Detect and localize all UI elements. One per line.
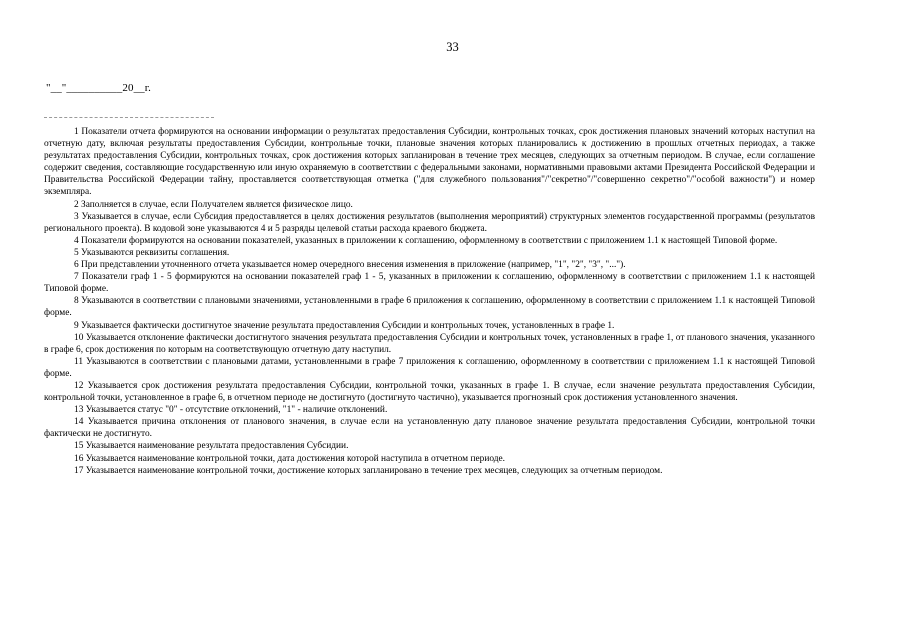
footnote-13: 13 Указывается статус "0" - отсутствие отклонений, "1" - наличие отклонений. <box>74 405 388 416</box>
footnote-7: 7 Показатели граф 1 - 5 формируются на основании показателей граф 1 - 5, указанных в приложении к соглашению, оформленному в соответствии с приложением 1.1 к настоящей Типовой форме. <box>44 272 815 295</box>
footnote-16: 16 Указывается наименование контрольной точки, дата достижения которой наступила в отчетном периоде. <box>74 453 506 464</box>
footnote-separator <box>44 117 214 118</box>
footnote-1: 1 Показатели отчета формируются на основании информации о результатах предоставления Субсидии, контрольных точках, срок достижения плановых значений которых наступил на отчетную дату, включая результаты предоставления Субсидии, контрольные точки, плановые значения которых планировались к достижению в прошлых отчетных периодах, а также результатах предоставления Субсидии, контрольных точках, срок достижения которых запланирован в течение трех месяцев, следующих за отчетным периодом. В случае, если соглашение содержит сведения, составляющие государственную или иную охраняемую в соответствии с федеральными законами, нормативными правовыми актами Президента Российской Федерации и Правительства Российской Федерации тайну, проставляется соответствующая отметка ("для служебного пользования"/"секретно"/"совершенно секретно"/"особой важности") и номер экземпляра. <box>44 127 815 198</box>
footnote-17: 17 Указывается наименование контрольной точки, достижение которых запланировано в течение трех месяцев, следующих за отчетным периодом. <box>74 465 663 476</box>
footnote-12: 12 Указывается срок достижения результата предоставления Субсидии, контрольной точки, указанных в графе 1. В случае, если значение результата предоставления Субсидии, контрольной точки, установленное в графе 6, в отчетном периоде не достигнуто (достигнуто частично), указывается прогнозный срок достижения установленного значения. <box>44 380 815 404</box>
footnote-9: 9 Указывается фактически достигнутое значение результата предоставления Субсидии и контрольных точек, установленных в графе 1. <box>74 320 615 331</box>
footnote-6: 6 При представлении уточненного отчета указывается номер очередного внесения изменения в приложение (например, "1", "2", "3", "..."). <box>74 260 626 271</box>
date-line: "__"__________20__г. <box>46 82 152 94</box>
footnote-4: 4 Показатели формируются на основании показателей, указанных в приложении к соглашению, оформленному в соответствии с приложением 1.1 к настоящей Типовой форме. <box>74 235 778 246</box>
footnotes-list <box>44 126 815 477</box>
footnote-3: 3 Указывается в случае, если Субсидия предоставляется в целях достижения результатов (выполнения мероприятий) структурных элементов государственной программы (результатов регионального проекта). В кодовой зоне указываются 4 и 5 разряды целевой статьи расхода краевого бюджета. <box>44 211 815 234</box>
footnote-10: 10 Указывается отклонение фактически достигнутого значения результата предоставления Субсидии и контрольных точек, установленных в графе 1, от планового значения, указанного в графе 6, срок достижения по которым на соответствующую отчетную дату наступил. <box>44 332 815 355</box>
page-number: 33 <box>446 40 459 54</box>
footnote-2: 2 Заполняется в случае, если Получателем является физическое лицо. <box>74 199 353 210</box>
footnote-14: 14 Указывается причина отклонения от планового значения, в случае если на установленную дату плановое значение результата предоставления Субсидии, контрольной точки фактически не достигнуто. <box>44 417 815 440</box>
footnote-11: 11 Указываются в соответствии с плановыми датами, установленными в графе 7 приложения к соглашению, оформленному в соответствии с приложением 1.1 к настоящей Типовой форме. <box>44 356 815 379</box>
footnote-15: 15 Указывается наименование результата предоставления Субсидии. <box>74 441 349 452</box>
footnote-5: 5 Указываются реквизиты соглашения. <box>74 247 230 258</box>
footnote-8: 8 Указываются в соответствии с плановыми значениями, установленными в графе 6 приложения к соглашению, оформленному в соответствии с приложением 1.1 к настоящей Типовой форме. <box>44 296 815 319</box>
